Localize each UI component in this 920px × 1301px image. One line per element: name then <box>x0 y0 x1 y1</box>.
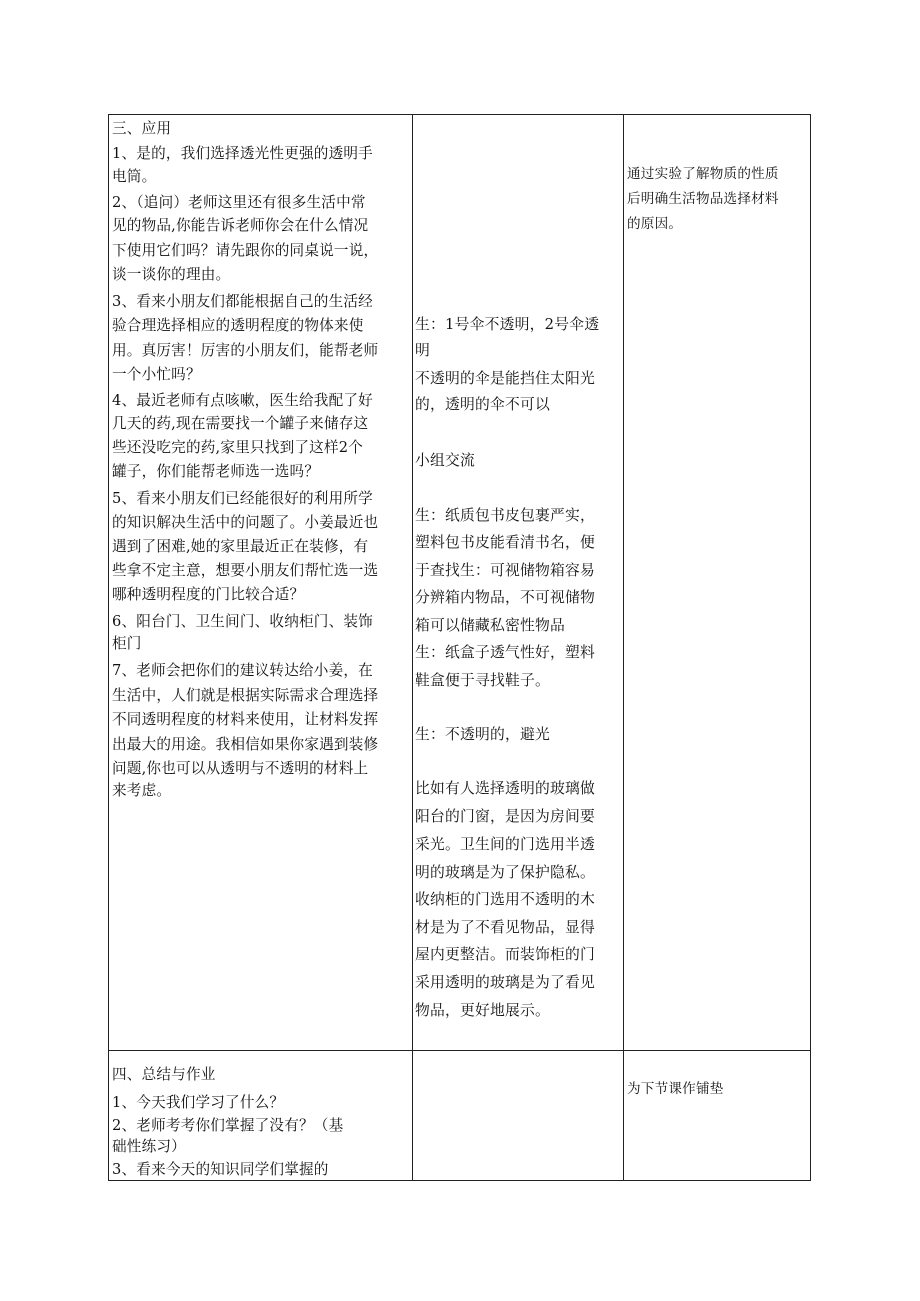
text-line: 收纳柜的门选用不透明的木 <box>415 891 595 908</box>
text-line: 2、老师考考你们掌握了没有？（基 <box>112 1117 344 1134</box>
text-line: 物品，更好地展示。 <box>415 1002 550 1019</box>
text-line: 6、阳台门、卫生间门、收纳柜门、装饰 <box>112 613 373 630</box>
text-line: 用。真厉害！厉害的小朋友们，能帮老师 <box>112 342 379 359</box>
text-line: 3、看来小朋友们都能根据自己的生活经 <box>112 293 373 310</box>
teaching-process-cell <box>109 115 413 1051</box>
text-line: 5、看来小朋友们已经能很好的利用所学 <box>112 490 373 507</box>
text-line: 箱可以储藏私密性物品 <box>415 617 565 634</box>
text-line: 三、应用 <box>112 120 172 137</box>
text-line: 不透明的伞是能挡住太阳光 <box>415 370 595 387</box>
text-line: 比如有人选择透明的玻璃做 <box>415 780 595 797</box>
design-intent-cell <box>624 115 811 1051</box>
text-line: 验合理选择相应的透明程度的物体来使 <box>112 317 364 334</box>
text-line: 生：不透明的，避光 <box>415 726 550 743</box>
text-line: 的，透明的伞不可以 <box>415 396 550 413</box>
text-line: 于查找生：可视储物箱容易 <box>415 562 595 579</box>
table-row <box>109 1051 811 1181</box>
text-line: 的原因。 <box>627 216 683 232</box>
text-line: 见的物品,你能告诉老师你会在什么情况 <box>112 217 369 234</box>
text-line: 小组交流 <box>415 452 475 469</box>
text-line: 后明确生活物品选择材料 <box>627 191 779 207</box>
text-line: 4、最近老师有点咳嗽，医生给我配了好 <box>112 392 373 409</box>
text-line: 鞋盒便于寻找鞋子。 <box>415 672 550 689</box>
text-line: 生：纸质包书皮包裹严实， <box>415 507 595 524</box>
text-line: 不同透明程度的材料来使用，让材料发挥 <box>112 711 379 728</box>
text-line: 3、看来今天的知识同学们掌握的 <box>112 1161 329 1178</box>
text-line: 电筒。 <box>112 168 157 185</box>
text-line: 通过实验了解物质的性质 <box>627 166 779 182</box>
text-line: 四、总结与作业 <box>112 1066 216 1083</box>
text-line: 础性练习） <box>112 1138 186 1155</box>
lesson-plan-table <box>108 114 811 1181</box>
text-line: 遇到了困难,她的家里最近正在装修，有 <box>112 538 369 555</box>
student-activity-cell <box>413 1051 624 1181</box>
text-line: 些还没吃完的药,家里只找到了这样2个 <box>112 439 364 456</box>
text-line: 为下节课作铺垫 <box>627 1081 724 1097</box>
text-line: 下使用它们吗？请先跟你的同桌说一说， <box>112 242 379 259</box>
text-line: 1、是的，我们选择透光性更强的透明手 <box>112 145 373 162</box>
text-line: 出最大的用途。我相信如果你家遇到装修 <box>112 736 379 753</box>
text-line: 生活中，人们就是根据实际需求合理选择 <box>112 687 379 704</box>
text-line: 几天的药,现在需要找一个罐子来储存这 <box>112 415 369 432</box>
text-line: 哪种透明程度的门比较合适？ <box>112 586 305 603</box>
text-line: 柜门 <box>112 635 142 652</box>
teaching-process-cell <box>109 1051 413 1181</box>
text-line: 的知识解决生活中的问题了。小姜最近也 <box>112 514 379 531</box>
text-line: 7、老师会把你们的建议转达给小姜，在 <box>112 662 373 679</box>
text-line: 采用透明的玻璃是为了看见 <box>415 974 595 991</box>
design-intent-cell <box>624 1051 811 1181</box>
text-line: 采光。卫生间的门选用半透 <box>415 836 595 853</box>
text-line: 屋内更整洁。而装饰柜的门 <box>415 946 595 963</box>
student-activity-cell <box>413 115 624 1051</box>
text-line: 来考虑。 <box>112 782 172 799</box>
text-line: 分辨箱内物品，不可视储物 <box>415 589 595 606</box>
text-line: 问题,你也可以从透明与不透明的材料上 <box>112 760 369 777</box>
text-line: 明 <box>415 342 430 359</box>
table-row <box>109 115 811 1051</box>
text-line: 阳台的门窗，是因为房间要 <box>415 808 595 825</box>
text-line: 1、今天我们学习了什么？ <box>112 1094 285 1111</box>
text-line: 些拿不定主意，想要小朋友们帮忙选一选 <box>112 562 379 579</box>
text-line: 生：纸盒子透气性好，塑料 <box>415 644 595 661</box>
text-line: 一个小忙吗？ <box>112 366 201 383</box>
text-line: 生：1号伞不透明，2号伞透 <box>415 316 600 333</box>
text-line: 罐子，你们能帮老师选一选吗？ <box>112 463 320 480</box>
text-line: 2、（追问）老师这里还有很多生活中常 <box>112 194 366 211</box>
text-line: 塑料包书皮能看清书名，便 <box>415 534 595 551</box>
text-line: 谈一谈你的理由。 <box>112 266 231 283</box>
text-line: 明的玻璃是为了保护隐私。 <box>415 864 595 881</box>
text-line: 材是为了不看见物品，显得 <box>415 919 595 936</box>
